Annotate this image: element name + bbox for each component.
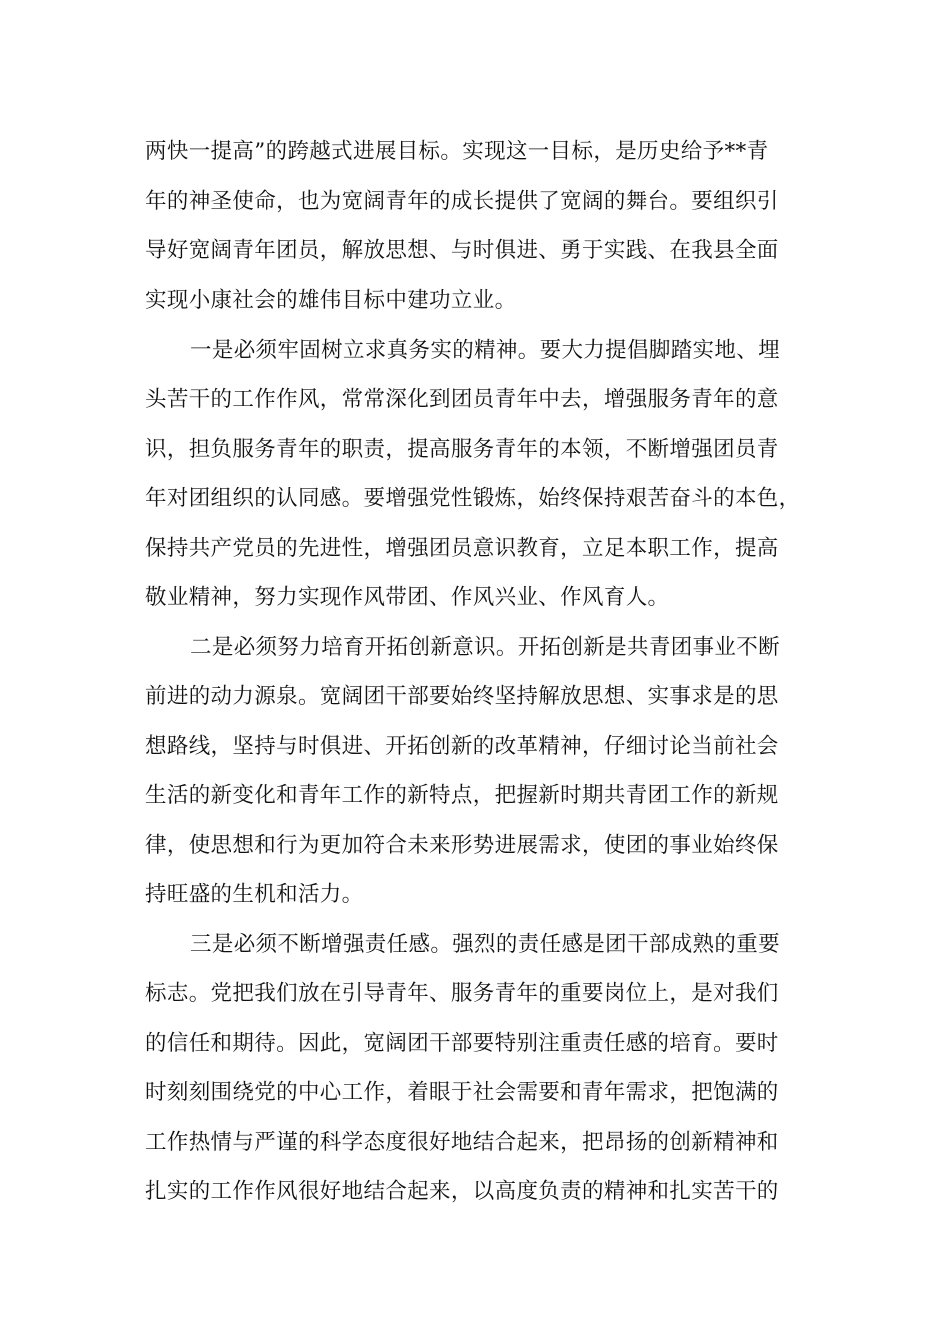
text-line: 保持共产党员的先进性，增强团员意识教育，立足本职工作，提高 xyxy=(145,536,779,561)
text-line: 工作热情与严谨的科学态度很好地结合起来，把昂扬的创新精神和 xyxy=(145,1130,779,1155)
text-line: 识，担负服务青年的职责，提高服务青年的本领，不断增强团员青 xyxy=(145,437,779,462)
text-line: 两快一提高”的跨越式进展目标。实现这一目标，是历史给予**青 xyxy=(145,139,769,164)
text-line: 标志。党把我们放在引导青年、服务青年的重要岗位上，是对我们 xyxy=(145,981,779,1006)
text-line: 实现小康社会的雄伟目标中建功立业。 xyxy=(145,288,517,313)
text-line: 的信任和期待。因此，宽阔团干部要特别注重责任感的培育。要时 xyxy=(145,1031,779,1056)
text-line: 前进的动力源泉。宽阔团干部要始终坚持解放思想、实事求是的思 xyxy=(145,684,779,709)
text-line: 年的神圣使命，也为宽阔青年的成长提供了宽阔的舞台。要组织引 xyxy=(145,189,779,214)
text-line: 生活的新变化和青年工作的新特点，把握新时期共青团工作的新规 xyxy=(145,783,779,808)
text-line: 三是必须不断增强责任感。强烈的责任感是团干部成熟的重要 xyxy=(190,932,780,957)
text-line: 年对团组织的认同感。要增强党性锻炼，始终保持艰苦奋斗的本色， xyxy=(145,486,801,511)
text-line: 想路线，坚持与时俱进、开拓创新的改革精神，仔细讨论当前社会 xyxy=(145,734,779,759)
text-line: 律，使思想和行为更加符合未来形势进展需求，使团的事业始终保 xyxy=(145,833,779,858)
text-line: 时刻刻围绕党的中心工作，着眼于社会需要和青年需求，把饱满的 xyxy=(145,1080,779,1105)
text-line: 扎实的工作作风很好地结合起来，以高度负责的精神和扎实苦干的 xyxy=(145,1179,779,1204)
text-line: 敬业精神，努力实现作风带团、作风兴业、作风育人。 xyxy=(145,585,670,610)
text-line: 二是必须努力培育开拓创新意识。开拓创新是共青团事业不断 xyxy=(190,635,780,660)
text-line: 一是必须牢固树立求真务实的精神。要大力提倡脚踏实地、埋 xyxy=(190,338,780,363)
text-line: 导好宽阔青年团员，解放思想、与时俱进、勇于实践、在我县全面 xyxy=(145,238,779,263)
text-line: 头苦干的工作作风，常常深化到团员青年中去，增强服务青年的意 xyxy=(145,387,779,412)
text-line: 持旺盛的生机和活力。 xyxy=(145,882,364,907)
